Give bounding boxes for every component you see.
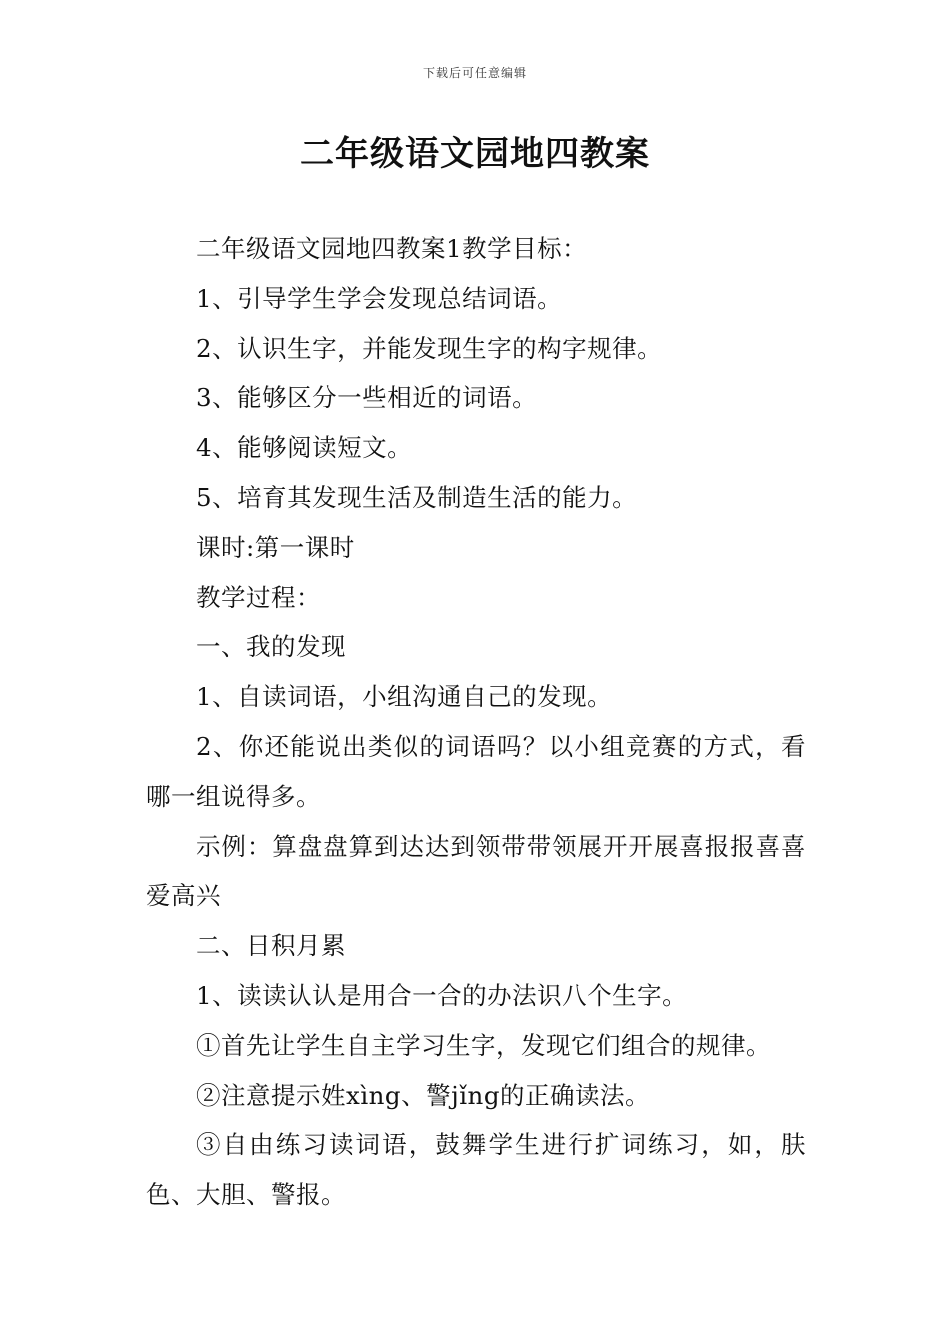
paragraph: 2、你还能说出类似的词语吗？以小组竞赛的方式，看哪一组说得多。	[146, 731, 806, 811]
header-note: 下载后可任意编辑	[422, 66, 527, 80]
paragraph: 1、引导学生学会发现总结词语。	[196, 283, 563, 313]
document-body	[146, 224, 806, 1220]
paragraph: 课时:第一课时	[196, 532, 355, 562]
paragraph: 一、我的发现	[196, 632, 346, 662]
paragraph: 3、能够区分一些相近的词语。	[196, 383, 538, 413]
paragraph: ②注意提示姓xìng、警jǐng的正确读法。	[196, 1080, 651, 1110]
paragraph: 4、能够阅读短文。	[196, 433, 413, 463]
paragraph: 示例：算盘盘算到达达到领带带领展开开展喜报报喜喜爱高兴	[146, 831, 806, 911]
paragraph: 2、认识生字，并能发现生字的构字规律。	[196, 333, 663, 363]
paragraph: 教学过程：	[196, 582, 321, 612]
paragraph: 1、自读词语，小组沟通自己的发现。	[196, 682, 613, 712]
paragraph: ③自由练习读词语，鼓舞学生进行扩词练习，如，肤色、大胆、警报。	[146, 1130, 806, 1210]
paragraph: 二年级语文园地四教案1教学目标：	[196, 234, 588, 263]
paragraph: 5、培育其发现生活及制造生活的能力。	[196, 482, 638, 512]
paragraph: 1、读读认认是用合一合的办法识八个生字。	[196, 980, 688, 1010]
paragraph: ①首先让学生自主学习生字，发现它们组合的规律。	[196, 1030, 771, 1060]
paragraph: 二、日积月累	[196, 931, 346, 961]
document-title: 二年级语文园地四教案	[300, 134, 650, 174]
